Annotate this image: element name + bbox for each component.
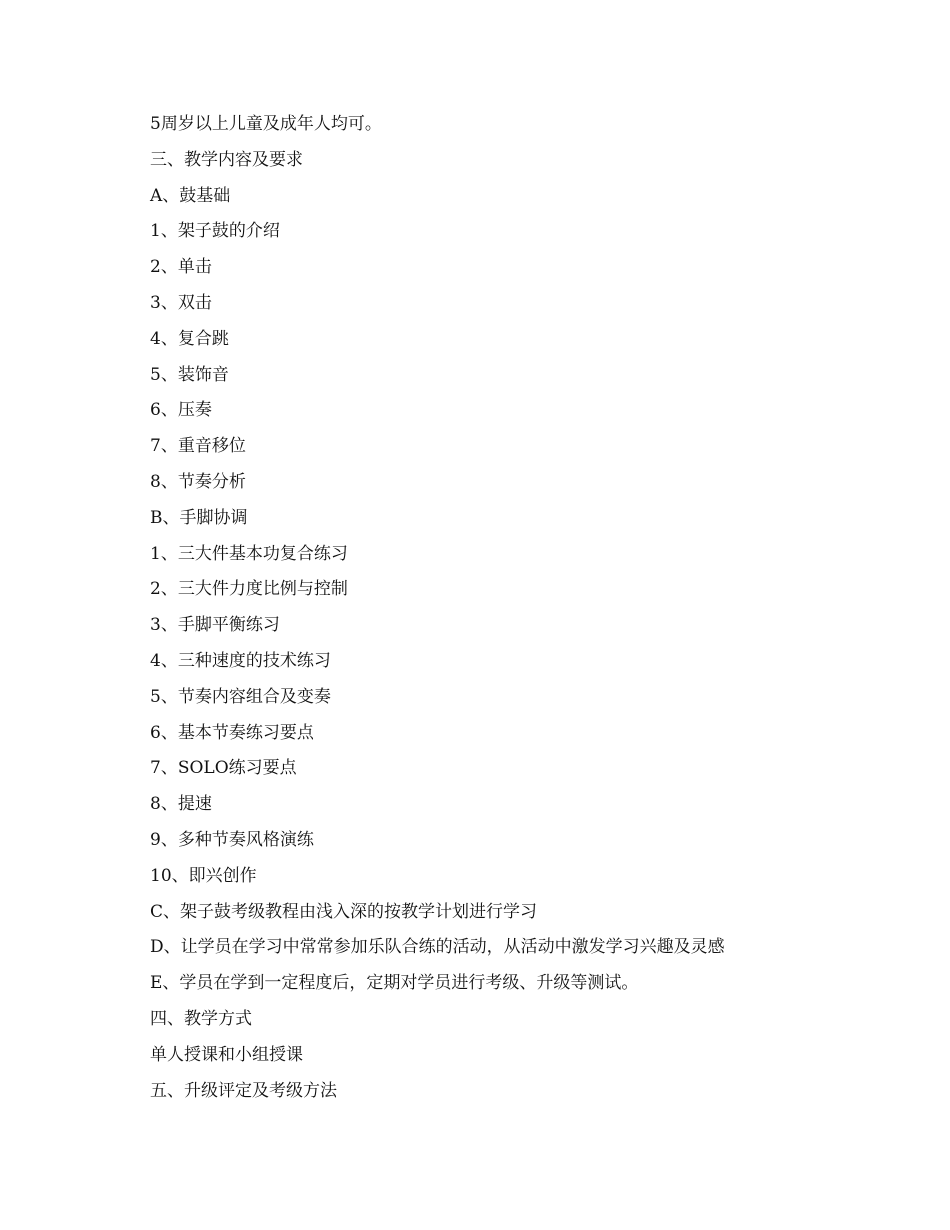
list-item: 7、重音移位 — [150, 436, 246, 457]
list-item: 6、基本节奏练习要点 — [150, 722, 314, 743]
list-item: 1、三大件基本功复合练习 — [150, 543, 348, 564]
section-heading-teaching-content: 三、教学内容及要求 — [150, 149, 303, 170]
paragraph-item-d: D、让学员在学习中常常参加乐队合练的活动，从活动中激发学习兴趣及灵感 — [150, 937, 725, 958]
teaching-method-text: 单人授课和小组授课 — [150, 1044, 303, 1065]
list-item: 4、三种速度的技术练习 — [150, 650, 331, 671]
section-heading-teaching-method: 四、教学方式 — [150, 1008, 252, 1029]
list-item: 4、复合跳 — [150, 328, 229, 349]
list-item: 9、多种节奏风格演练 — [150, 829, 314, 850]
list-item: 5、节奏内容组合及变奏 — [150, 686, 331, 707]
list-item: 2、单击 — [150, 257, 212, 278]
list-item: 6、压奏 — [150, 400, 212, 421]
list-item: 3、手脚平衡练习 — [150, 615, 280, 636]
document-body — [150, 111, 850, 1113]
list-item: 5、装饰音 — [150, 364, 229, 385]
section-heading-evaluation: 五、升级评定及考级方法 — [150, 1080, 337, 1101]
list-item: 2、三大件力度比例与控制 — [150, 579, 348, 600]
list-item: 7、SOLO练习要点 — [150, 758, 297, 779]
list-item: 10、即兴创作 — [150, 865, 257, 886]
subsection-heading-coordination: B、手脚协调 — [150, 507, 248, 528]
subsection-heading-drum-basics: A、鼓基础 — [150, 185, 231, 206]
list-item: 1、架子鼓的介绍 — [150, 221, 280, 242]
list-item: 8、提速 — [150, 794, 212, 815]
paragraph-item-c: C、架子鼓考级教程由浅入深的按教学计划进行学习 — [150, 901, 538, 922]
age-requirement-text: 5周岁以上儿童及成年人均可。 — [150, 114, 382, 134]
list-item: 8、节奏分析 — [150, 471, 246, 492]
list-item: 3、双击 — [150, 292, 212, 313]
paragraph-item-e: E、学员在学到一定程度后，定期对学员进行考级、升级等测试。 — [150, 973, 639, 994]
